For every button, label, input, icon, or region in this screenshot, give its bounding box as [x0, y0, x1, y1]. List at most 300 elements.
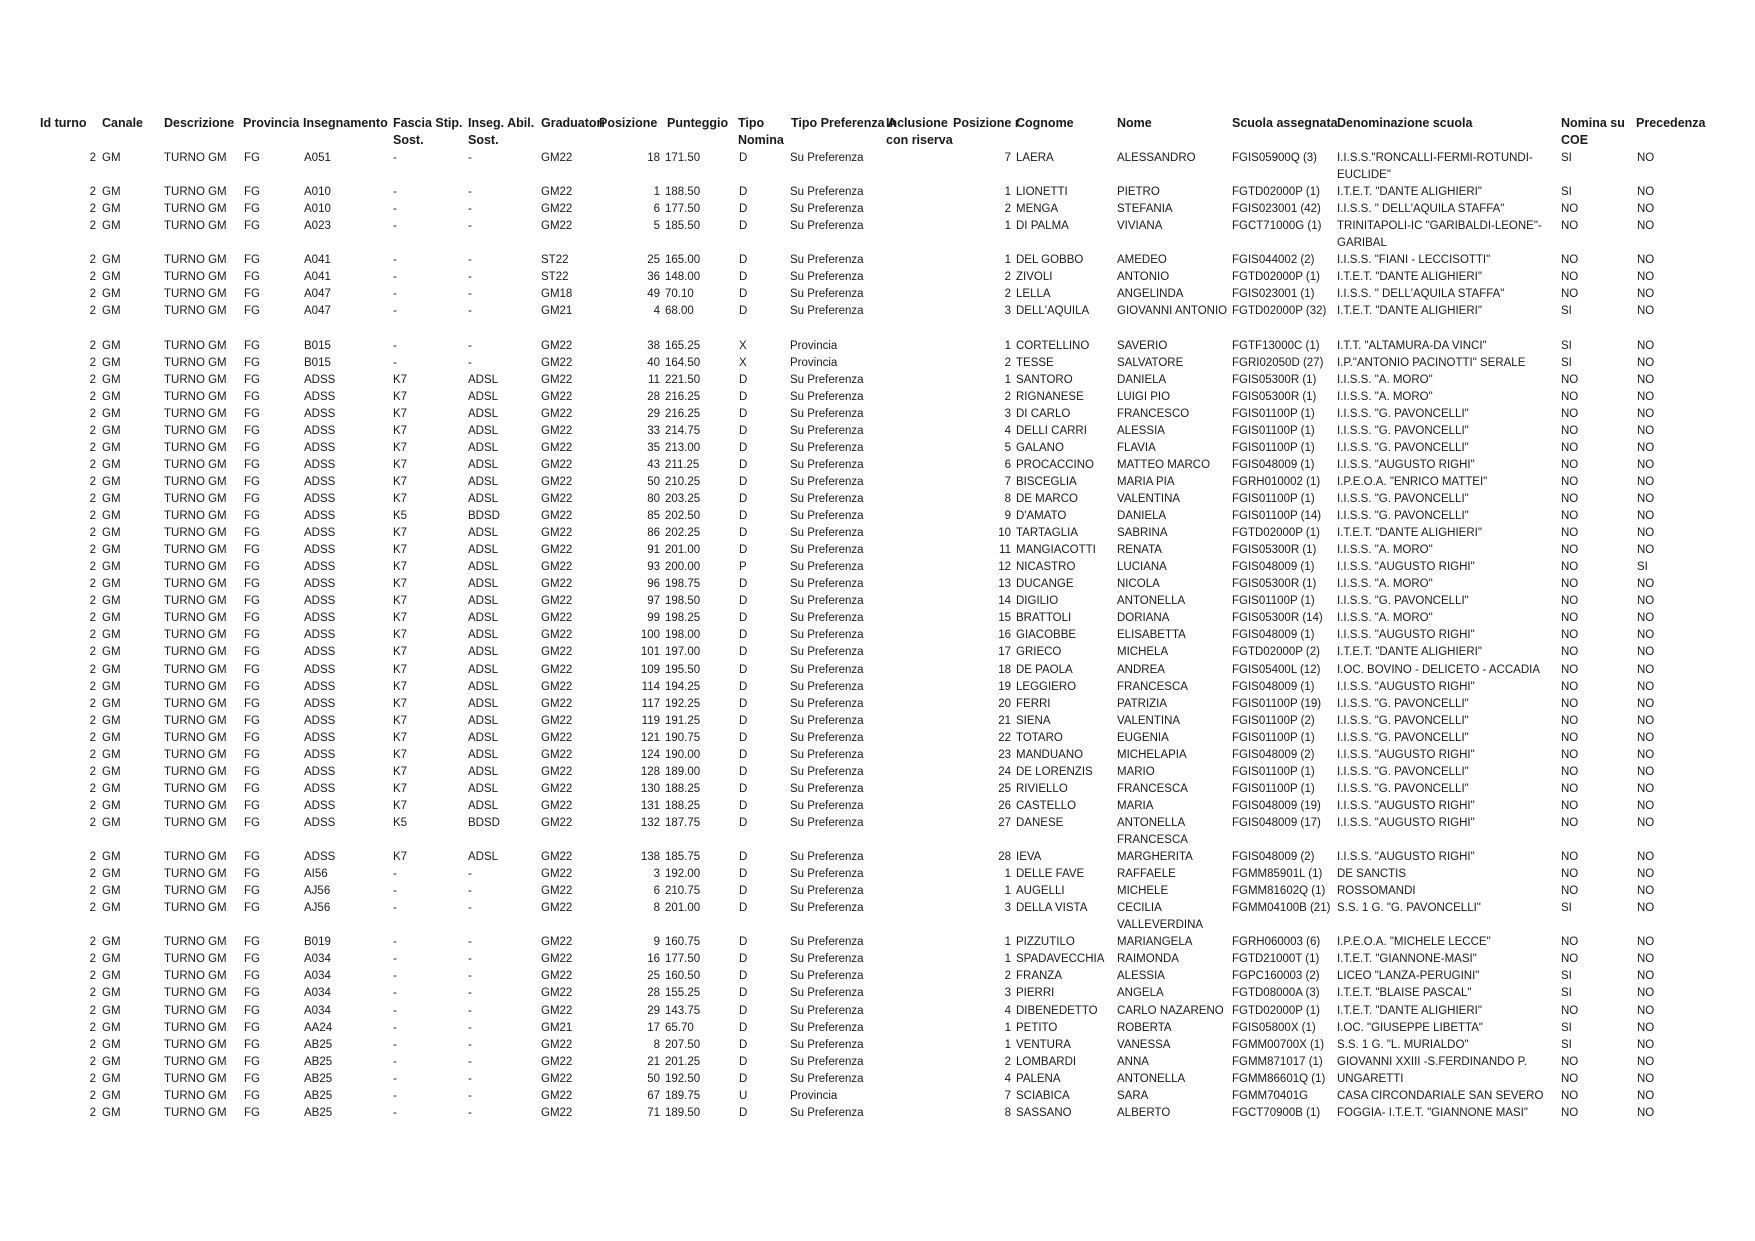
cell-posizione: 97	[647, 595, 660, 608]
cell-graduatoria: GM22	[541, 868, 573, 881]
cell-tipo-nomina: D	[739, 527, 748, 540]
cell-cognome: DI CARLO	[1016, 407, 1071, 420]
cell-nome: ALESSIA	[1117, 970, 1165, 983]
cell-inseg-abil: -	[468, 1021, 472, 1034]
cell-descrizione: TURNO GM	[164, 765, 227, 778]
cell-cognome: LAERA	[1016, 152, 1054, 164]
table-row	[0, 338, 1755, 355]
cell-denominazione-scuola: I.I.S.S. "G. PAVONCELLI"	[1337, 493, 1469, 505]
cell-tipo-nomina: D	[739, 578, 748, 591]
cell-canale: GM	[102, 953, 121, 966]
cell-nome: MICHELA	[1117, 646, 1169, 659]
table-row	[0, 286, 1755, 303]
cell-posizione-r: 15	[998, 612, 1011, 625]
cell-canale: GM	[102, 288, 121, 301]
cell-nome: PATRIZIA	[1117, 697, 1168, 710]
cell-tipo-nomina: D	[739, 714, 748, 727]
cell-descrizione: TURNO GM	[164, 475, 227, 488]
cell-fascia-stip: -	[393, 1072, 397, 1085]
cell-nomina-coe: NO	[1561, 578, 1579, 591]
cell-insegnamento: A041	[304, 271, 331, 284]
cell-denominazione-scuola: I.T.E.T. "DANTE ALIGHIERI"	[1337, 1004, 1482, 1017]
cell-posizione: 33	[647, 424, 660, 437]
cell-canale: GM	[102, 186, 121, 199]
cell-id-turno: 2	[89, 186, 96, 199]
cell-posizione: 28	[647, 390, 660, 403]
cell-punteggio: 213.00	[665, 441, 701, 454]
cell-nomina-coe: NO	[1561, 731, 1579, 744]
cell-descrizione: TURNO GM	[164, 1055, 227, 1068]
cell-punteggio: 201.00	[665, 544, 701, 557]
cell-nomina-coe: NO	[1561, 220, 1579, 233]
cell-insegnamento: ADSS	[304, 816, 336, 829]
cell-posizione-r: 1	[1004, 936, 1011, 949]
cell-insegnamento: AB25	[304, 1072, 333, 1085]
cell-graduatoria: GM22	[541, 646, 573, 659]
cell-id-turno: 2	[89, 1072, 96, 1085]
cell-punteggio: 165.25	[665, 339, 701, 352]
cell-nomina-coe: NO	[1561, 510, 1579, 523]
cell-insegnamento: AJ56	[304, 902, 331, 915]
cell-graduatoria: GM22	[541, 629, 573, 642]
cell-posizione-r: 3	[1004, 987, 1011, 1000]
cell-punteggio: 198.25	[665, 612, 701, 625]
cell-tipo-preferenza: Su Preferenza	[790, 868, 864, 881]
cell-scuola-assegnata: FGMM04100B (21)	[1232, 902, 1331, 915]
cell-cognome: RIGNANESE	[1016, 390, 1084, 403]
cell-denominazione-scuola: I.I.S.S. "G. PAVONCELLI"	[1337, 714, 1469, 727]
cell-nome: VALENTINA	[1117, 493, 1181, 505]
cell-punteggio: 188.25	[665, 782, 701, 795]
cell-tipo-preferenza: Su Preferenza	[790, 851, 864, 864]
cell-insegnamento: AB25	[304, 1055, 333, 1068]
cell-inseg-abil: -	[468, 1038, 472, 1051]
cell-insegnamento: AB25	[304, 1106, 333, 1119]
cell-punteggio: 198.75	[665, 578, 701, 591]
cell-provincia: FG	[244, 373, 260, 386]
cell-cognome: PIZZUTILO	[1016, 936, 1075, 949]
cell-precedenza: NO	[1637, 851, 1655, 864]
cell-cognome: NICASTRO	[1016, 561, 1076, 574]
cell-descrizione: TURNO GM	[164, 390, 227, 403]
cell-nome: RENATA	[1117, 544, 1162, 557]
cell-fascia-stip: -	[393, 953, 397, 966]
cell-id-turno: 2	[89, 885, 96, 898]
cell-nomina-coe: NO	[1561, 953, 1579, 966]
cell-nomina-coe: NO	[1561, 816, 1579, 829]
table-row	[0, 644, 1755, 661]
cell-posizione: 16	[647, 953, 660, 966]
cell-provincia: FG	[244, 305, 260, 318]
cell-denominazione-scuola: I.I.S.S. "G. PAVONCELLI"	[1337, 510, 1469, 523]
cell-tipo-preferenza: Su Preferenza	[790, 458, 864, 471]
cell-tipo-nomina: D	[739, 152, 748, 164]
cell-inseg-abil: ADSL	[468, 851, 499, 864]
table-row	[0, 576, 1755, 593]
cell-posizione-r: 1	[1004, 254, 1011, 267]
cell-scuola-assegnata: FGIS05300R (1)	[1232, 544, 1317, 557]
cell-insegnamento: ADSS	[304, 458, 336, 471]
cell-posizione: 101	[640, 646, 660, 659]
header-tipo-preferenza: Tipo Preferenza A	[791, 116, 897, 130]
cell-punteggio: 210.25	[665, 475, 701, 488]
cell-punteggio: 216.25	[665, 390, 701, 403]
cell-descrizione: TURNO GM	[164, 629, 227, 642]
header-posizione: Posizione	[599, 116, 658, 130]
cell-precedenza: NO	[1637, 544, 1655, 557]
cell-canale: GM	[102, 970, 121, 983]
cell-graduatoria: GM22	[541, 441, 573, 454]
cell-provincia: FG	[244, 152, 260, 164]
cell-provincia: FG	[244, 868, 260, 881]
cell-denominazione-scuola: GIOVANNI XXIII -S.FERDINANDO P.	[1337, 1055, 1527, 1068]
cell-posizione-r: 2	[1004, 288, 1011, 301]
cell-fascia-stip: -	[393, 152, 397, 164]
cell-id-turno: 2	[89, 1089, 96, 1102]
cell-posizione-r: 9	[1004, 510, 1011, 523]
cell-tipo-preferenza: Su Preferenza	[790, 902, 864, 915]
cell-graduatoria: GM22	[541, 1106, 573, 1119]
cell-tipo-preferenza: Su Preferenza	[790, 493, 864, 505]
cell-punteggio: 192.00	[665, 868, 701, 881]
cell-posizione: 8	[653, 902, 660, 915]
cell-id-turno: 2	[89, 1004, 96, 1017]
cell-insegnamento: ADSS	[304, 646, 336, 659]
cell-descrizione: TURNO GM	[164, 254, 227, 267]
cell-punteggio: 197.00	[665, 646, 701, 659]
cell-posizione: 132	[640, 816, 660, 829]
cell-descrizione: TURNO GM	[164, 339, 227, 352]
cell-descrizione: TURNO GM	[164, 799, 227, 812]
cell-id-turno: 2	[89, 356, 96, 369]
cell-insegnamento: A051	[304, 152, 331, 164]
table-row	[0, 542, 1755, 559]
header-posizione-r: Posizione r	[953, 116, 1020, 130]
cell-graduatoria: GM22	[541, 1072, 573, 1085]
cell-tipo-nomina: D	[739, 629, 748, 642]
table-row	[0, 883, 1755, 900]
cell-inseg-abil: ADSL	[468, 424, 499, 437]
cell-nome: ALESSANDRO	[1117, 152, 1196, 164]
cell-insegnamento: A034	[304, 953, 331, 966]
cell-denominazione-scuola: I.I.S.S. "AUGUSTO RIGHI"	[1337, 799, 1475, 812]
cell-denominazione-scuola: I.I.S.S."RONCALLI-FERMI-ROTUNDI-	[1337, 152, 1533, 164]
cell-precedenza: NO	[1637, 1021, 1655, 1034]
cell-inseg-abil: BDSD	[468, 510, 500, 523]
cell-precedenza: NO	[1637, 1072, 1655, 1085]
cell-tipo-nomina: D	[739, 748, 748, 761]
cell-canale: GM	[102, 305, 121, 318]
cell-posizione-r: 4	[1004, 1072, 1011, 1085]
cell-nome: ELISABETTA	[1117, 629, 1186, 642]
cell-id-turno: 2	[89, 424, 96, 437]
cell-precedenza: NO	[1637, 970, 1655, 983]
cell-denominazione-scuola: I.T.E.T. "DANTE ALIGHIERI"	[1337, 271, 1482, 284]
cell-descrizione: TURNO GM	[164, 714, 227, 727]
cell-insegnamento: ADSS	[304, 612, 336, 625]
cell-canale: GM	[102, 458, 121, 471]
cell-nomina-coe: NO	[1561, 527, 1579, 540]
header-graduatoria: Graduatori	[541, 116, 605, 130]
cell-nome: ANTONIO	[1117, 271, 1170, 284]
cell-descrizione: TURNO GM	[164, 970, 227, 983]
cell-tipo-preferenza: Su Preferenza	[790, 885, 864, 898]
table-row	[0, 457, 1755, 474]
cell-provincia: FG	[244, 765, 260, 778]
cell-precedenza: NO	[1637, 458, 1655, 471]
cell-nome: DANIELA	[1117, 373, 1167, 386]
cell-nome: ALESSIA	[1117, 424, 1165, 437]
cell-posizione: 128	[640, 765, 660, 778]
cell-precedenza: NO	[1637, 288, 1655, 301]
cell-posizione-r: 5	[1004, 441, 1011, 454]
cell-graduatoria: GM22	[541, 697, 573, 710]
cell-fascia-stip: K7	[393, 697, 408, 710]
cell-inseg-abil: ADSL	[468, 697, 499, 710]
cell-posizione-r: 28	[998, 851, 1011, 864]
header-inclusione-riserva: Inclusione con riserva	[886, 116, 953, 147]
cell-nomina-coe: NO	[1561, 373, 1579, 386]
cell-denominazione-scuola: DE SANCTIS	[1337, 868, 1407, 881]
cell-posizione: 25	[647, 970, 660, 983]
table-row	[0, 201, 1755, 218]
cell-inseg-abil: ADSL	[468, 714, 499, 727]
table-row	[0, 150, 1755, 167]
cell-scuola-assegnata: FGIS048009 (1)	[1232, 458, 1315, 471]
cell-tipo-nomina: D	[739, 424, 748, 437]
header-scuola-assegnata: Scuola assegnata	[1232, 116, 1338, 130]
cell-punteggio: 192.25	[665, 697, 701, 710]
cell-canale: GM	[102, 731, 121, 744]
cell-canale: GM	[102, 936, 121, 949]
cell-tipo-nomina: D	[739, 902, 748, 915]
table-row	[0, 252, 1755, 269]
cell-insegnamento: A034	[304, 970, 331, 983]
cell-canale: GM	[102, 987, 121, 1000]
cell-nome: MATTEO MARCO	[1117, 458, 1211, 471]
cell-denominazione-scuola: I.I.S.S. "G. PAVONCELLI"	[1337, 697, 1469, 710]
table-row	[0, 747, 1755, 764]
cell-tipo-nomina: D	[739, 595, 748, 608]
cell-denominazione-scuola: ROSSOMANDI	[1337, 885, 1416, 898]
cell-nomina-coe: NO	[1561, 441, 1579, 454]
cell-denominazione-scuola: I.I.S.S. "AUGUSTO RIGHI"	[1337, 458, 1475, 471]
cell-insegnamento: AB25	[304, 1089, 333, 1102]
cell-nome: FLAVIA	[1117, 441, 1156, 454]
cell-insegnamento: A047	[304, 288, 331, 301]
cell-denominazione-scuola: I.I.S.S. " DELL'AQUILA STAFFA"	[1337, 203, 1505, 216]
cell-nomina-coe: NO	[1561, 629, 1579, 642]
cell-precedenza: NO	[1637, 271, 1655, 284]
cell-provincia: FG	[244, 1106, 260, 1119]
cell-graduatoria: GM22	[541, 731, 573, 744]
cell-graduatoria: GM22	[541, 458, 573, 471]
cell-fascia-stip: -	[393, 203, 397, 216]
cell-descrizione: TURNO GM	[164, 1038, 227, 1051]
cell-nomina-coe: NO	[1561, 1055, 1579, 1068]
cell-insegnamento: ADSS	[304, 493, 336, 505]
cell-scuola-assegnata: FGIS048009 (19)	[1232, 799, 1321, 812]
cell-scuola-assegnata: FGIS048009 (1)	[1232, 629, 1315, 642]
cell-cognome: TOTARO	[1016, 731, 1063, 744]
header-provincia: Provincia	[243, 116, 300, 130]
cell-canale: GM	[102, 1021, 121, 1034]
cell-scuola-assegnata: FGTD02000P (1)	[1232, 527, 1320, 540]
cell-tipo-nomina: D	[739, 254, 748, 267]
cell-fascia-stip: K7	[393, 390, 408, 403]
cell-tipo-preferenza: Su Preferenza	[790, 970, 864, 983]
cell-graduatoria: GM22	[541, 1038, 573, 1051]
cell-cognome: GIACOBBE	[1016, 629, 1077, 642]
cell-canale: GM	[102, 646, 121, 659]
cell-id-turno: 2	[89, 527, 96, 540]
cell-cognome: SCIABICA	[1016, 1089, 1070, 1102]
cell-precedenza: NO	[1637, 186, 1655, 199]
cell-denominazione-scuola: I.P."ANTONIO PACINOTTI" SERALE	[1337, 356, 1526, 369]
cell-scuola-assegnata: FGMM85901L (1)	[1232, 868, 1323, 881]
cell-inseg-abil: -	[468, 1089, 472, 1102]
cell-nome: SAVERIO	[1117, 339, 1168, 352]
table-row	[0, 355, 1755, 372]
cell-tipo-preferenza: Su Preferenza	[790, 680, 864, 693]
cell-precedenza: NO	[1637, 373, 1655, 386]
cell-provincia: FG	[244, 987, 260, 1000]
cell-id-turno: 2	[89, 510, 96, 523]
cell-fascia-stip: K7	[393, 578, 408, 591]
cell-graduatoria: GM22	[541, 816, 573, 829]
cell-nomina-coe: NO	[1561, 1106, 1579, 1119]
cell-tipo-preferenza: Su Preferenza	[790, 578, 864, 591]
cell-posizione-r: 8	[1004, 1106, 1011, 1119]
cell-scuola-assegnata: FGTD08000A (3)	[1232, 987, 1320, 1000]
cell-insegnamento: A010	[304, 186, 331, 199]
cell-descrizione: TURNO GM	[164, 902, 227, 915]
cell-cognome: RIVIELLO	[1016, 782, 1068, 795]
cell-nome: MARIANGELA	[1117, 936, 1193, 949]
cell-cognome: MANDUANO	[1016, 748, 1084, 761]
cell-inseg-abil: ADSL	[468, 629, 499, 642]
cell-nome: VIVIANA	[1117, 220, 1163, 233]
cell-precedenza: NO	[1637, 339, 1655, 352]
cell-fascia-stip: -	[393, 220, 397, 233]
table-row	[0, 1071, 1755, 1088]
cell-fascia-stip: -	[393, 987, 397, 1000]
cell-insegnamento: AA24	[304, 1021, 333, 1034]
cell-provincia: FG	[244, 1004, 260, 1017]
cell-graduatoria: GM22	[541, 373, 573, 386]
cell-canale: GM	[102, 271, 121, 284]
cell-insegnamento: A023	[304, 220, 331, 233]
cell-nomina-coe: NO	[1561, 407, 1579, 420]
cell-posizione-r: 3	[1004, 902, 1011, 915]
cell-nome: SALVATORE	[1117, 356, 1184, 369]
header-fascia-stip: Fascia Stip. Sost.	[393, 116, 463, 147]
cell-scuola-assegnata: FGPC160003 (2)	[1232, 970, 1320, 983]
cell-graduatoria: GM22	[541, 510, 573, 523]
cell-scuola-assegnata: FGTD02000P (32)	[1232, 305, 1327, 318]
cell-fascia-stip: -	[393, 1038, 397, 1051]
cell-descrizione: TURNO GM	[164, 441, 227, 454]
cell-tipo-nomina: D	[739, 851, 748, 864]
cell-canale: GM	[102, 578, 121, 591]
cell-inseg-abil: BDSD	[468, 816, 500, 829]
cell-insegnamento: ADSS	[304, 680, 336, 693]
cell-graduatoria: ST22	[541, 271, 569, 284]
cell-nomina-coe: SI	[1561, 339, 1572, 352]
cell-precedenza: NO	[1637, 203, 1655, 216]
cell-inseg-abil: ADSL	[468, 493, 499, 505]
cell-tipo-nomina: D	[739, 373, 748, 386]
cell-id-turno: 2	[89, 731, 96, 744]
cell-id-turno: 2	[89, 561, 96, 574]
table-row	[0, 917, 1755, 934]
cell-nomina-coe: NO	[1561, 544, 1579, 557]
table-row	[0, 934, 1755, 951]
cell-tipo-preferenza: Su Preferenza	[790, 220, 864, 233]
cell-inseg-abil: -	[468, 203, 472, 216]
table-row	[0, 235, 1755, 252]
cell-posizione: 43	[647, 458, 660, 471]
cell-canale: GM	[102, 1004, 121, 1017]
cell-punteggio: 189.75	[665, 1089, 701, 1102]
cell-descrizione: TURNO GM	[164, 936, 227, 949]
cell-posizione-r: 20	[998, 697, 1011, 710]
table-row	[0, 1088, 1755, 1105]
cell-tipo-nomina: D	[739, 1004, 748, 1017]
cell-denominazione-scuola: I.I.S.S. "G. PAVONCELLI"	[1337, 765, 1469, 778]
cell-canale: GM	[102, 1106, 121, 1119]
cell-cognome: IEVA	[1016, 851, 1042, 864]
cell-precedenza: NO	[1637, 680, 1655, 693]
cell-tipo-preferenza: Su Preferenza	[790, 629, 864, 642]
cell-nome: STEFANIA	[1117, 203, 1173, 216]
cell-provincia: FG	[244, 816, 260, 829]
cell-nomina-coe: NO	[1561, 868, 1579, 881]
cell-punteggio: 191.25	[665, 714, 701, 727]
cell-scuola-assegnata: FGIS023001 (42)	[1232, 203, 1321, 216]
cell-denominazione-scuola: I.I.S.S. "AUGUSTO RIGHI"	[1337, 816, 1475, 829]
cell-denominazione-scuola: I.P.E.O.A. "MICHELE LECCE"	[1337, 936, 1491, 949]
cell-denominazione-scuola: I.T.T. "ALTAMURA-DA VINCI"	[1337, 339, 1487, 352]
cell-fascia-stip: K7	[393, 851, 408, 864]
table-row	[0, 730, 1755, 747]
cell-tipo-nomina: P	[739, 561, 747, 574]
table-row	[0, 1020, 1755, 1037]
cell-graduatoria: GM22	[541, 885, 573, 898]
cell-fascia-stip: K7	[393, 748, 408, 761]
cell-id-turno: 2	[89, 765, 96, 778]
cell-nomina-coe: NO	[1561, 714, 1579, 727]
cell-provincia: FG	[244, 731, 260, 744]
cell-posizione: 124	[640, 748, 660, 761]
cell-nomina-coe: NO	[1561, 663, 1579, 676]
cell-posizione: 1	[653, 186, 660, 199]
cell-descrizione: TURNO GM	[164, 271, 227, 284]
cell-canale: GM	[102, 816, 121, 829]
cell-punteggio: 202.25	[665, 527, 701, 540]
cell-descrizione: TURNO GM	[164, 595, 227, 608]
cell-graduatoria: GM22	[541, 1089, 573, 1102]
cell-graduatoria: GM22	[541, 987, 573, 1000]
cell-inseg-abil: -	[468, 1072, 472, 1085]
cell-denominazione-scuola: I.I.S.S. "G. PAVONCELLI"	[1337, 407, 1469, 420]
cell-tipo-nomina: D	[739, 203, 748, 216]
cell-precedenza: NO	[1637, 663, 1655, 676]
cell-graduatoria: GM22	[541, 765, 573, 778]
table-row	[0, 423, 1755, 440]
cell-nome: VALENTINA	[1117, 714, 1181, 727]
cell-provincia: FG	[244, 697, 260, 710]
